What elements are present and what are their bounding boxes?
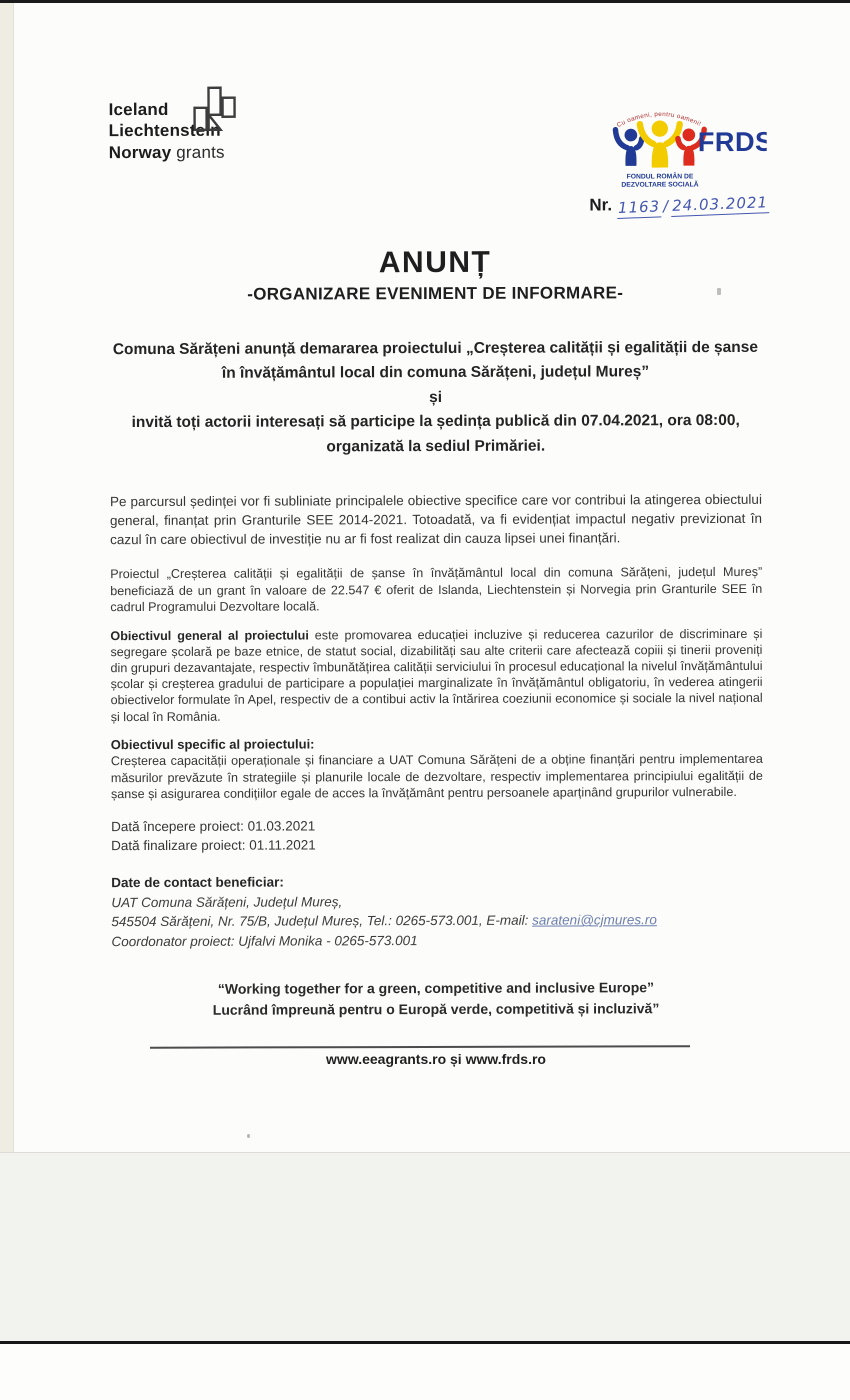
frds-figures-icon xyxy=(615,120,704,167)
contact-line-2-text: 545504 Sărățeni, Nr. 75/B, Județul Mureș, Tel.: 0265-573.001, E-mail: xyxy=(111,912,533,930)
nr-number: 1163 xyxy=(616,197,661,219)
project-start-date: Dată începere proiect: 01.03.2021 xyxy=(111,818,316,835)
frds-logo xyxy=(595,93,767,197)
general-objective-text: este promovarea educației incluzive și reducerea cazurilor de discriminare și segregare școlară pe baze etnice, de statut social, dizabilități sau alte criterii care afectează copiii și tinerii proveniți din grupuri dezavantajate, respectiv îmbunătățirea calității serviciului în procesul educațional la nivelul învățământului școlar și creșterea gradului de participare a populației marginalizate în învățământul obligatoriu, în vederea atingerii obiectivelor formulate în Apel, respectiv de a contibui activ la întărirea coeziunii economice și sociale la nivel național și local în România. xyxy=(110,626,763,724)
eea-logo-line-liechtenstein: Liechtenstein xyxy=(108,120,221,141)
eea-grants-logo-mark-icon xyxy=(184,85,246,138)
contact-line-2 xyxy=(111,910,763,932)
intro-separator-si: și xyxy=(429,388,443,406)
intro-line1: Comuna Sărățeni anunță demararea proiectului „Creșterea calității și egalității de șanse în învățământul local din comuna Sărățeni, județul Mureș” xyxy=(112,338,759,383)
page-subtitle: -ORGANIZARE EVENIMENT DE INFORMARE- xyxy=(247,283,624,304)
frds-tagline: Cu oameni, pentru oameni! xyxy=(615,110,703,130)
page-title: ANUNȚ xyxy=(378,245,492,280)
nr-date: 24.03.2021 xyxy=(671,193,770,217)
specific-objective-paragraph: Creșterea capacității operaționale și financiare a UAT Comuna Sărățeni de a obține finanțări pentru implementarea măsurilor prevăzute în strategiile și planurile locale de dezvoltare, respectiv implementarea principiului egalității de șanse și asigurarea condițiilor egale de acces la învățământ pentru persoanele aparținând grupurilor vulnerabile. xyxy=(110,752,763,802)
specific-objective-heading: Obiectivul specific al proiectului: xyxy=(110,736,315,753)
frds-acronym: FRDS xyxy=(697,125,767,158)
contact-line-3: Coordonator proiect: Ujfalvi Monika - 0265-573.001 xyxy=(111,932,418,949)
intro-line2: invită toți actorii interesați să participe la ședința publică din 07.04.2021, ora 08:00, organizată la sediul Primăriei. xyxy=(131,412,740,456)
title-block xyxy=(109,245,761,305)
eea-logo-line-iceland: Iceland xyxy=(108,99,169,120)
paragraph-grant-info: Proiectul „Creșterea calității și egalității de șanse în învățământul local din comuna Sărățeni, județul Mureș” beneficiază de un grant în valoare de 22.547 € oferit de Islanda, Liechtenstein și Norvegia prin Granturile SEE în cadrul Programului Dezvoltare locală. xyxy=(110,565,763,615)
contact-line-1: UAT Comuna Sărățeni, Județul Mureș, xyxy=(111,893,343,910)
nr-handwritten-value xyxy=(616,193,769,217)
document-content xyxy=(108,87,769,952)
project-dates xyxy=(111,816,763,856)
scan-speck xyxy=(247,1134,250,1138)
announcement-intro xyxy=(109,336,761,461)
scan-bottom-edge xyxy=(0,1341,850,1344)
eea-logo-line-norway: Norway grants xyxy=(108,142,225,162)
contact-heading: Date de contact beneficiar: xyxy=(111,874,284,891)
frds-org-name-line1: FONDUL ROMÂN DE xyxy=(626,173,694,181)
contact-block xyxy=(111,871,763,952)
footer-quote-en: “Working together for a green, competitive and inclusive Europe” xyxy=(217,979,655,997)
document-header xyxy=(108,87,767,191)
eea-logo-grants-label: grants xyxy=(171,142,225,162)
general-objective-paragraph xyxy=(110,626,762,725)
frds-org-name-line2: DEZVOLTARE SOCIALĂ xyxy=(621,181,699,189)
paragraph-general-context: Pe parcursul ședinței vor fi subliniate principalele obiective specifice care vor contribui la atingerea obiectului general, finanțat prin Granturile SEE 2014-2021. Totoadată, va fi evidențiat impactul negativ previzionat în cazul în care obiectivul de investiție nu ar fi fost realizat din cauza lipsei unei finanțări. xyxy=(109,492,763,547)
nr-label: Nr. xyxy=(589,195,613,215)
project-end-date: Dată finalizare proiect: 01.11.2021 xyxy=(111,837,316,854)
email-link[interactable]: sarateni@cjmures.ro xyxy=(532,912,657,928)
scan-lower-region xyxy=(0,1152,850,1342)
footer-websites: www.eeagrants.ro și www.frds.ro xyxy=(326,1051,546,1067)
eea-grants-logo xyxy=(108,88,293,162)
scan-left-strip xyxy=(0,3,14,1152)
nr-separator: / xyxy=(662,197,670,216)
registration-number xyxy=(109,195,769,217)
general-objective-lead: Obiectivul general al proiectului xyxy=(110,628,309,644)
footer-quote-ro: Lucrând împreună pentru o Europă verde, competitivă și incluzivă” xyxy=(212,1000,660,1018)
footer-quotes xyxy=(110,977,762,1021)
